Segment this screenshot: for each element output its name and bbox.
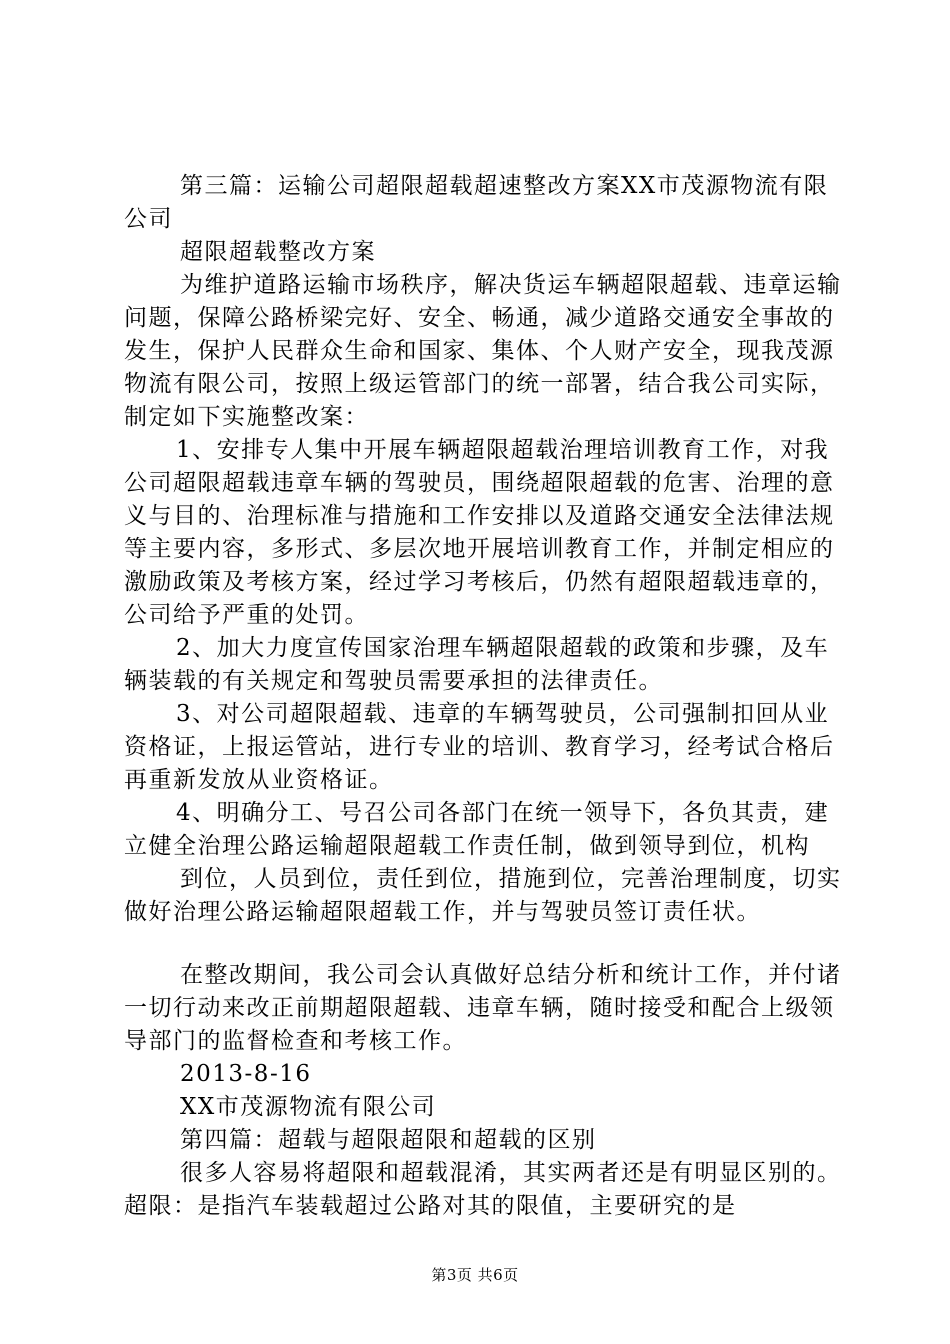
page-number-footer: 第3页 共6页 — [431, 1266, 519, 1284]
measure-item-4-continued: 到位，人员到位，责任到位，措施到位，完善治理制度，切实做好治理公路运输超限超载工作，并与驾驶员签订责任状。 — [124, 866, 842, 925]
measure-item-3: 3、对公司超限超载、违章的车辆驾驶员，公司强制扣回从业资格证，上报运管站，进行专业的培训、教育学习，经考试合格后再重新发放从业资格证。 — [124, 701, 835, 793]
intro-paragraph: 为维护道路运输市场秩序，解决货运车辆超限超载、违章运输问题，保障公路桥梁完好、安全、畅通，减少道路交通安全事故的发生，保护人民群众生命和国家、集体、个人财产安全，现我茂源物流有限公司，按照上级运管部门的统一部署，结合我公司实际，制定如下实施整改案： — [124, 272, 842, 430]
measure-item-2: 2、加大力度宣传国家治理车辆超限超载的政策和步骤，及车辆装载的有关规定和驾驶员需要承担的法律责任。 — [124, 635, 830, 694]
company-signature: XX市茂源物流有限公司 — [180, 1094, 437, 1120]
document-date: 2013-8-16 — [180, 1061, 312, 1087]
plan-title: 超限超载整改方案 — [180, 239, 376, 265]
section-heading-3: 第三篇：运输公司超限超载超速整改方案XX市茂源物流有限公司 — [124, 173, 829, 232]
measure-item-4: 4、明确分工、号召公司各部门在统一领导下，各负其责，建立健全治理公路运输超限超载工作责任制，做到领导到位，机构 — [124, 800, 830, 859]
section-4-paragraph: 很多人容易将超限和超载混淆，其实两者还是有明显区别的。超限：是指汽车装载超过公路对其的限值，主要研究的是 — [124, 1160, 842, 1219]
closing-paragraph: 在整改期间，我公司会认真做好总结分析和统计工作，并付诸一切行动来改正前期超限超载、违章车辆，随时接受和配合上级领导部门的监督检查和考核工作。 — [124, 962, 842, 1054]
measure-item-1: 1、安排专人集中开展车辆超限超载治理培训教育工作，对我公司超限超载违章车辆的驾驶员，围绕超限超载的危害、治理的意义与目的、治理标准与措施和工作安排以及道路交通安全法律法规等主要内容，多形式、多层次地开展培训教育工作，并制定相应的激励政策及考核方案，经过学习考核后，仍然有超限超载违章的，公司给予严重的处罚。 — [124, 437, 835, 628]
document-body — [124, 170, 844, 1223]
paragraph-gap — [124, 929, 844, 959]
section-heading-4: 第四篇：超载与超限超限和超载的区别 — [180, 1127, 597, 1153]
